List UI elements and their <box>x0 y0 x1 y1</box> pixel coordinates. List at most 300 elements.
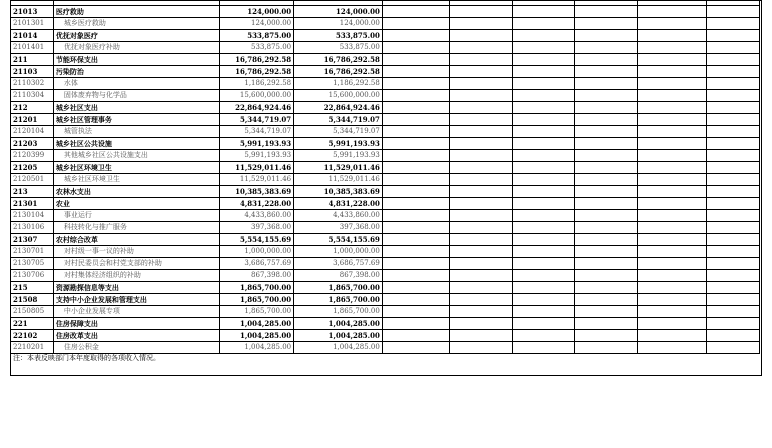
empty-cell <box>382 306 449 318</box>
empty-cell <box>707 342 760 354</box>
empty-cell <box>638 30 707 42</box>
empty-cell <box>382 186 449 198</box>
row-code: 22102 <box>11 330 54 342</box>
table-row <box>11 42 760 54</box>
row-current: 5,344,719.07 <box>294 114 383 126</box>
empty-cell <box>382 258 449 270</box>
row-current: 124,000.00 <box>294 18 383 30</box>
table-row <box>11 210 760 222</box>
table-row <box>11 318 760 330</box>
empty-cell <box>513 330 574 342</box>
empty-cell <box>638 318 707 330</box>
table-row <box>11 18 760 30</box>
empty-cell <box>638 162 707 174</box>
empty-cell <box>707 126 760 138</box>
empty-cell <box>707 210 760 222</box>
empty-cell <box>382 246 449 258</box>
empty-cell <box>638 174 707 186</box>
empty-cell <box>450 6 513 18</box>
row-current: 1,865,700.00 <box>294 282 383 294</box>
row-code: 2130106 <box>11 222 54 234</box>
row-name: 城乡社区环境卫生 <box>53 174 219 186</box>
empty-cell <box>707 330 760 342</box>
empty-cell <box>638 210 707 222</box>
empty-cell <box>574 78 637 90</box>
table-row <box>11 6 760 18</box>
empty-cell <box>513 150 574 162</box>
row-code: 21508 <box>11 294 54 306</box>
empty-cell <box>574 198 637 210</box>
empty-cell <box>707 54 760 66</box>
empty-cell <box>638 18 707 30</box>
empty-cell <box>450 270 513 282</box>
table-row <box>11 126 760 138</box>
empty-cell <box>513 294 574 306</box>
row-name: 城乡社区环境卫生 <box>53 162 219 174</box>
row-total: 5,554,155.69 <box>220 234 294 246</box>
row-name: 固体废弃物与化学品 <box>53 90 219 102</box>
empty-cell <box>707 186 760 198</box>
empty-cell <box>574 210 637 222</box>
row-code: 21307 <box>11 234 54 246</box>
empty-cell <box>574 318 637 330</box>
row-code: 21103 <box>11 66 54 78</box>
row-current: 16,786,292.58 <box>294 66 383 78</box>
empty-cell <box>382 138 449 150</box>
empty-cell <box>707 78 760 90</box>
empty-cell <box>513 198 574 210</box>
row-code: 21203 <box>11 138 54 150</box>
empty-cell <box>638 294 707 306</box>
row-name: 对村级一事一议的补助 <box>53 246 219 258</box>
income-table-sheet <box>10 0 762 376</box>
empty-cell <box>638 270 707 282</box>
empty-cell <box>638 78 707 90</box>
empty-cell <box>574 258 637 270</box>
row-code: 2130705 <box>11 258 54 270</box>
empty-cell <box>382 30 449 42</box>
row-code: 212 <box>11 102 54 114</box>
empty-cell <box>513 270 574 282</box>
row-total: 4,433,860.00 <box>220 210 294 222</box>
empty-cell <box>574 18 637 30</box>
empty-cell <box>450 102 513 114</box>
empty-cell <box>574 90 637 102</box>
table-row <box>11 138 760 150</box>
empty-cell <box>450 30 513 42</box>
row-total: 5,344,719.07 <box>220 126 294 138</box>
row-current: 15,600,000.00 <box>294 90 383 102</box>
empty-cell <box>707 258 760 270</box>
empty-cell <box>382 234 449 246</box>
row-current: 4,831,228.00 <box>294 198 383 210</box>
empty-cell <box>450 150 513 162</box>
empty-cell <box>382 90 449 102</box>
row-code: 21013 <box>11 6 54 18</box>
empty-cell <box>574 174 637 186</box>
row-current: 11,529,011.46 <box>294 162 383 174</box>
empty-cell <box>574 102 637 114</box>
row-current: 16,786,292.58 <box>294 54 383 66</box>
row-current: 11,529,011.46 <box>294 174 383 186</box>
empty-cell <box>382 330 449 342</box>
empty-cell <box>638 150 707 162</box>
empty-cell <box>382 150 449 162</box>
empty-cell <box>574 126 637 138</box>
row-name: 节能环保支出 <box>53 54 219 66</box>
row-name: 污染防治 <box>53 66 219 78</box>
empty-cell <box>638 114 707 126</box>
empty-cell <box>450 114 513 126</box>
row-total: 1,004,285.00 <box>220 342 294 354</box>
row-name: 医疗救助 <box>53 6 219 18</box>
row-current: 1,186,292.58 <box>294 78 383 90</box>
empty-cell <box>707 138 760 150</box>
empty-cell <box>450 174 513 186</box>
row-total: 1,000,000.00 <box>220 246 294 258</box>
table-row <box>11 78 760 90</box>
empty-cell <box>513 318 574 330</box>
table-note: 注：本表反映部门本年度取得的各项收入情况。 <box>13 354 160 362</box>
row-name: 其他城乡社区公共设施支出 <box>53 150 219 162</box>
row-code: 21205 <box>11 162 54 174</box>
empty-cell <box>513 234 574 246</box>
empty-cell <box>707 198 760 210</box>
empty-cell <box>707 270 760 282</box>
empty-cell <box>707 246 760 258</box>
empty-cell <box>707 150 760 162</box>
empty-cell <box>382 318 449 330</box>
row-code: 221 <box>11 318 54 330</box>
row-total: 1,865,700.00 <box>220 294 294 306</box>
row-name: 资源勘探信息等支出 <box>53 282 219 294</box>
empty-cell <box>382 102 449 114</box>
row-current: 533,875.00 <box>294 42 383 54</box>
row-current: 5,344,719.07 <box>294 126 383 138</box>
row-code: 2210201 <box>11 342 54 354</box>
empty-cell <box>574 30 637 42</box>
row-code: 215 <box>11 282 54 294</box>
empty-cell <box>382 198 449 210</box>
table-row <box>11 30 760 42</box>
row-code: 2130104 <box>11 210 54 222</box>
row-total: 16,786,292.58 <box>220 66 294 78</box>
empty-cell <box>638 138 707 150</box>
table-row <box>11 198 760 210</box>
table-row <box>11 294 760 306</box>
row-current: 1,004,285.00 <box>294 330 383 342</box>
row-code: 2120501 <box>11 174 54 186</box>
empty-cell <box>638 246 707 258</box>
row-name: 住房公积金 <box>53 342 219 354</box>
empty-cell <box>574 222 637 234</box>
empty-cell <box>513 6 574 18</box>
empty-cell <box>450 66 513 78</box>
empty-cell <box>574 150 637 162</box>
empty-cell <box>382 114 449 126</box>
table-row <box>11 150 760 162</box>
empty-cell <box>707 114 760 126</box>
empty-cell <box>574 114 637 126</box>
row-name: 支持中小企业发展和管理支出 <box>53 294 219 306</box>
row-total: 5,344,719.07 <box>220 114 294 126</box>
empty-cell <box>513 162 574 174</box>
empty-cell <box>638 54 707 66</box>
row-total: 397,368.00 <box>220 222 294 234</box>
table-row <box>11 234 760 246</box>
empty-cell <box>513 90 574 102</box>
row-current: 867,398.00 <box>294 270 383 282</box>
row-total: 15,600,000.00 <box>220 90 294 102</box>
empty-cell <box>513 114 574 126</box>
row-current: 22,864,924.46 <box>294 102 383 114</box>
empty-cell <box>382 342 449 354</box>
row-code: 2120104 <box>11 126 54 138</box>
empty-cell <box>574 330 637 342</box>
empty-cell <box>707 282 760 294</box>
empty-cell <box>513 342 574 354</box>
empty-cell <box>513 258 574 270</box>
empty-cell <box>450 330 513 342</box>
table-row <box>11 306 760 318</box>
empty-cell <box>638 42 707 54</box>
row-code: 2101401 <box>11 42 54 54</box>
row-total: 1,186,292.58 <box>220 78 294 90</box>
empty-cell <box>707 222 760 234</box>
row-name: 对村民委员会和村党支部的补助 <box>53 258 219 270</box>
empty-cell <box>513 282 574 294</box>
empty-cell <box>450 258 513 270</box>
row-name: 城管执法 <box>53 126 219 138</box>
row-current: 5,991,193.93 <box>294 150 383 162</box>
table-row <box>11 222 760 234</box>
empty-cell <box>450 42 513 54</box>
empty-cell <box>450 318 513 330</box>
empty-cell <box>638 90 707 102</box>
row-total: 867,398.00 <box>220 270 294 282</box>
empty-cell <box>382 18 449 30</box>
table-row <box>11 174 760 186</box>
empty-cell <box>638 282 707 294</box>
empty-cell <box>574 282 637 294</box>
empty-cell <box>707 18 760 30</box>
empty-cell <box>450 54 513 66</box>
row-name: 城乡社区管理事务 <box>53 114 219 126</box>
table-body <box>11 0 760 354</box>
empty-cell <box>382 126 449 138</box>
empty-cell <box>574 6 637 18</box>
empty-cell <box>513 66 574 78</box>
row-name: 优抚对象医疗 <box>53 30 219 42</box>
empty-cell <box>574 138 637 150</box>
table-row <box>11 54 760 66</box>
empty-cell <box>450 18 513 30</box>
empty-cell <box>382 222 449 234</box>
table-row <box>11 90 760 102</box>
row-name: 城乡社区支出 <box>53 102 219 114</box>
empty-cell <box>513 78 574 90</box>
row-current: 10,385,383.69 <box>294 186 383 198</box>
row-code: 2110304 <box>11 90 54 102</box>
empty-cell <box>513 54 574 66</box>
empty-cell <box>707 90 760 102</box>
row-total: 5,991,193.93 <box>220 138 294 150</box>
empty-cell <box>513 138 574 150</box>
row-code: 211 <box>11 54 54 66</box>
row-total: 5,991,193.93 <box>220 150 294 162</box>
empty-cell <box>513 18 574 30</box>
row-current: 1,865,700.00 <box>294 294 383 306</box>
empty-cell <box>707 306 760 318</box>
empty-cell <box>450 246 513 258</box>
empty-cell <box>513 186 574 198</box>
empty-cell <box>382 78 449 90</box>
empty-cell <box>638 342 707 354</box>
empty-cell <box>574 42 637 54</box>
row-total: 22,864,924.46 <box>220 102 294 114</box>
row-name: 农业 <box>53 198 219 210</box>
empty-cell <box>638 126 707 138</box>
row-current: 124,000.00 <box>294 6 383 18</box>
empty-cell <box>707 318 760 330</box>
empty-cell <box>707 6 760 18</box>
empty-cell <box>382 210 449 222</box>
empty-cell <box>638 66 707 78</box>
row-code: 2110302 <box>11 78 54 90</box>
empty-cell <box>638 186 707 198</box>
empty-cell <box>450 210 513 222</box>
empty-cell <box>638 102 707 114</box>
row-total: 1,004,285.00 <box>220 318 294 330</box>
empty-cell <box>382 6 449 18</box>
empty-cell <box>450 126 513 138</box>
row-total: 1,865,700.00 <box>220 282 294 294</box>
empty-cell <box>382 174 449 186</box>
row-code: 21301 <box>11 198 54 210</box>
empty-cell <box>450 306 513 318</box>
row-current: 1,865,700.00 <box>294 306 383 318</box>
empty-cell <box>382 66 449 78</box>
row-total: 124,000.00 <box>220 6 294 18</box>
row-current: 1,004,285.00 <box>294 318 383 330</box>
row-current: 4,433,860.00 <box>294 210 383 222</box>
row-code: 2120399 <box>11 150 54 162</box>
empty-cell <box>574 162 637 174</box>
empty-cell <box>513 174 574 186</box>
empty-cell <box>707 234 760 246</box>
empty-cell <box>574 342 637 354</box>
empty-cell <box>450 222 513 234</box>
row-current: 533,875.00 <box>294 30 383 42</box>
row-name: 住房改革支出 <box>53 330 219 342</box>
row-name: 农林水支出 <box>53 186 219 198</box>
empty-cell <box>707 174 760 186</box>
empty-cell <box>450 186 513 198</box>
empty-cell <box>638 222 707 234</box>
empty-cell <box>574 270 637 282</box>
empty-cell <box>513 306 574 318</box>
row-name: 事业运行 <box>53 210 219 222</box>
empty-cell <box>450 162 513 174</box>
empty-cell <box>574 54 637 66</box>
empty-cell <box>574 246 637 258</box>
row-total: 11,529,011.46 <box>220 162 294 174</box>
row-total: 1,004,285.00 <box>220 330 294 342</box>
row-code: 21014 <box>11 30 54 42</box>
row-name: 城乡社区公共设施 <box>53 138 219 150</box>
empty-cell <box>513 102 574 114</box>
row-name: 中小企业发展专项 <box>53 306 219 318</box>
row-current: 3,686,757.69 <box>294 258 383 270</box>
empty-cell <box>513 42 574 54</box>
empty-cell <box>638 330 707 342</box>
empty-cell <box>382 42 449 54</box>
row-current: 397,368.00 <box>294 222 383 234</box>
table-row <box>11 162 760 174</box>
row-code: 2101301 <box>11 18 54 30</box>
table-row <box>11 258 760 270</box>
table-row <box>11 246 760 258</box>
table-row <box>11 282 760 294</box>
empty-cell <box>638 306 707 318</box>
empty-cell <box>513 210 574 222</box>
empty-cell <box>450 294 513 306</box>
empty-cell <box>450 234 513 246</box>
table-row <box>11 66 760 78</box>
table-row <box>11 186 760 198</box>
empty-cell <box>450 90 513 102</box>
table-row <box>11 330 760 342</box>
empty-cell <box>513 246 574 258</box>
row-total: 4,831,228.00 <box>220 198 294 210</box>
table-row <box>11 270 760 282</box>
row-total: 533,875.00 <box>220 30 294 42</box>
empty-cell <box>638 198 707 210</box>
empty-cell <box>450 138 513 150</box>
empty-cell <box>707 102 760 114</box>
empty-cell <box>382 54 449 66</box>
empty-cell <box>574 294 637 306</box>
empty-cell <box>450 78 513 90</box>
row-total: 3,686,757.69 <box>220 258 294 270</box>
row-total: 1,865,700.00 <box>220 306 294 318</box>
row-code: 2130701 <box>11 246 54 258</box>
empty-cell <box>382 282 449 294</box>
row-name: 对村集体经济组织的补助 <box>53 270 219 282</box>
empty-cell <box>638 258 707 270</box>
empty-cell <box>382 294 449 306</box>
row-name: 农村综合改革 <box>53 234 219 246</box>
income-table <box>10 0 760 354</box>
empty-cell <box>513 30 574 42</box>
row-total: 16,786,292.58 <box>220 54 294 66</box>
empty-cell <box>574 66 637 78</box>
row-name: 住房保障支出 <box>53 318 219 330</box>
empty-cell <box>707 30 760 42</box>
empty-cell <box>707 66 760 78</box>
empty-cell <box>707 42 760 54</box>
row-current: 1,000,000.00 <box>294 246 383 258</box>
empty-cell <box>450 198 513 210</box>
empty-cell <box>513 222 574 234</box>
row-name: 科技转化与推广服务 <box>53 222 219 234</box>
row-total: 10,385,383.69 <box>220 186 294 198</box>
empty-cell <box>574 306 637 318</box>
row-name: 水体 <box>53 78 219 90</box>
empty-cell <box>382 270 449 282</box>
row-code: 213 <box>11 186 54 198</box>
empty-cell <box>707 294 760 306</box>
